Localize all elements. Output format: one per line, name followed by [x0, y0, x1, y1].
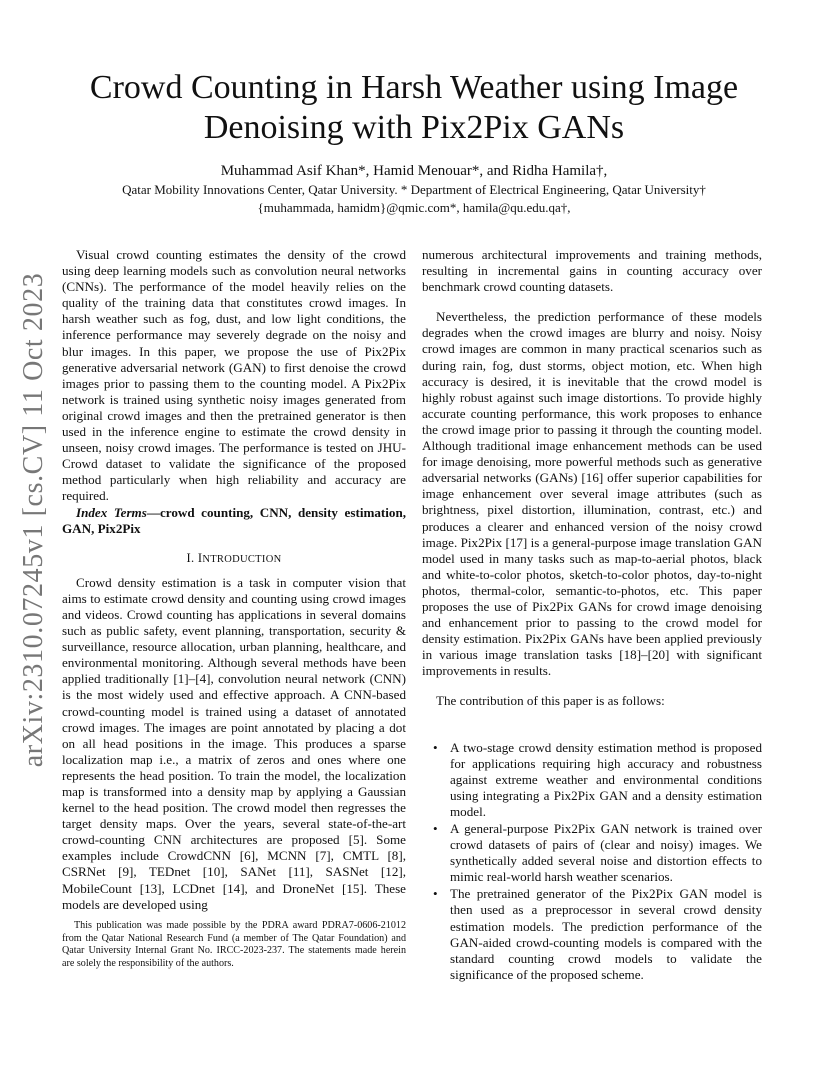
right-column — [422, 247, 762, 984]
arxiv-identifier-text: arXiv:2310.07245v1 [cs.CV] 11 Oct 2023 — [18, 272, 49, 768]
funding-footnote: This publication was made possible by the PDRA award PDRA7-0606-21012 from the Qatar National Research Fund (a member of The Qatar Foundation) and Qatar University Internal Grant No. IRCC-2023-237. The statements made herein are solely the responsibility of the authors. — [62, 920, 406, 969]
author-list: Muhammad Asif Khan*, Hamid Menouar*, and Ridha Hamila†, — [220, 163, 608, 179]
list-item-text: The pretrained generator of the Pix2Pix GAN model is then used as a preprocessor in several crowd density estimation models. The prediction performance of the GAN-aided crowd-counting models is compared with the standard counting crowd models to validate the significance of the proposed scheme. — [450, 886, 762, 982]
bullet-icon: • — [433, 886, 438, 902]
list-item-text: A general-purpose Pix2Pix GAN network is trained over crowd datasets of pairs of (clear and noisy) images. We synthetically added several noise and distortion effects to mimic real-world harsh weather scenarios. — [450, 821, 762, 885]
section-title-initial: I — [197, 550, 203, 565]
section-numeral: I. — [186, 550, 195, 565]
contribution-intro: The contribution of this paper is as follows: — [436, 693, 665, 709]
author-emails: {muhammada, hamidm}@qmic.com*, hamila@qu.edu.qa†, — [257, 200, 571, 215]
index-terms-text: —crowd counting, CNN, density estimation, GAN, Pix2Pix — [62, 504, 407, 536]
list-item-text: A two-stage crowd density estimation method is proposed for applications requiring high accuracy and robustness against extreme weather and environmental conditions using integrating a Pix2Pix GAN and a density estimation model. — [450, 739, 762, 819]
section-heading-introduction — [62, 550, 406, 568]
affiliation: Qatar Mobility Innovations Center, Qatar University. * Department of Electrical Engineering, Qatar University† — [122, 182, 706, 197]
left-column — [62, 247, 406, 913]
paper-title: Crowd Counting in Harsh Weather using Image Denoising with Pix2Pix GANs — [89, 69, 739, 146]
list-item — [422, 740, 762, 820]
motivation-paragraph: Nevertheless, the prediction performance of these models degrades when the crowd images are blurry and noisy. Noisy crowd images are common in many practical scenarios such as during rain, fog, dust storms, object motion, etc. When high accuracy is desired, it is inevitable that the crowd model is highly robust against such image distortions. To provide highly accurate counting performance, this work proposes to enhance the crowd image prior to passing it through the counting model. Although traditional image enhancement methods can be used for image denoising, more powerful methods such as generative adversarial networks (GANs) [16] offer superior capabilities for image enhancement over several image attributes (such as brightness, pixel distortion, illumination, contrast, etc.) and produces a clearer and enhanced version of the noisy crowd image. Pix2Pix [17] is a general-purpose image translation GAN model used in many tasks such as map-to-aerial photos, black and white-to-color photos, sketch-to-color photos, day-to-night photos, thermal-color, semantic-to-photos, etc. This paper proposes the use of Pix2Pix GANs for crowd image denoising and enhancement prior to passing to the crowd model for density estimation. Pix2Pix GANs have been applied previously in various image translation tasks [18]–[20] with significant improvements in results. — [422, 309, 762, 679]
bullet-icon: • — [433, 739, 438, 755]
contribution-list — [422, 740, 762, 983]
abstract: Visual crowd counting estimates the density of the crowd using deep learning models such as convolution neural networks (CNNs). The performance of the model heavily relies on the quality of the training data that constitutes crowd images. In harsh weather such as fog, dust, and low light conditions, the inference performance may severely degrade on the noisy and blur images. In this paper, we propose the use of Pix2Pix generative adversarial network (GAN) to first denoise the crowd images prior to passing them to the counting model. A Pix2Pix network is trained using synthetic noisy images generated from original crowd images and then the pretrained generator is then used in the inference engine to estimate the crowd density in unseen, noisy crowd images. The performance is tested on JHU-Crowd dataset to validate the significance of the proposed method particularly when high reliability and accuracy are required. — [62, 247, 406, 504]
index-terms — [62, 505, 406, 537]
section-title-rest: NTRODUCTION — [202, 553, 282, 565]
continued-paragraph: numerous architectural improvements and training methods, resulting in incremental gains in counting accuracy over benchmark crowd counting datasets. — [422, 247, 762, 295]
bullet-icon: • — [433, 821, 438, 836]
index-terms-label: Index Terms — [76, 504, 147, 520]
footnote — [62, 920, 406, 970]
list-item — [422, 821, 762, 885]
list-item — [422, 886, 762, 983]
introduction-paragraph: Crowd density estimation is a task in computer vision that aims to estimate crowd density and counting using crowd images and videos. Crowd counting has applications in several domains such as public safety, event planning, transportation, security & surveillance, resource allocation, urban planning, healthcare, and environmental monitoring. Although several methods have been applied traditionally [1]–[4], convolution neural network (CNN) is the most widely used and effective approach. A CNN-based crowd-counting model is trained using a dataset of annotated crowd images. The images are point annotated by placing a dot on all head positions in the image. This produces a sparse localization map i.e., a matrix of zeros and ones where one represents the head position. To train the model, the localization map is transformed into a density map by applying a Gaussian kernel to the head position. The crowd model then regresses the target density maps. Over the years, several state-of-the-art crowd-counting CNN architectures are proposed [5]. Some examples include CrowdCNN [6], MCNN [7], CMTL [8], CSRNet [9], TEDnet [10], SANet [11], SASNet [12], MobileCount [13], LCDnet [14], and DroneNet [15]. These models are developed using — [62, 574, 406, 912]
arxiv-identifier — [14, 270, 54, 770]
